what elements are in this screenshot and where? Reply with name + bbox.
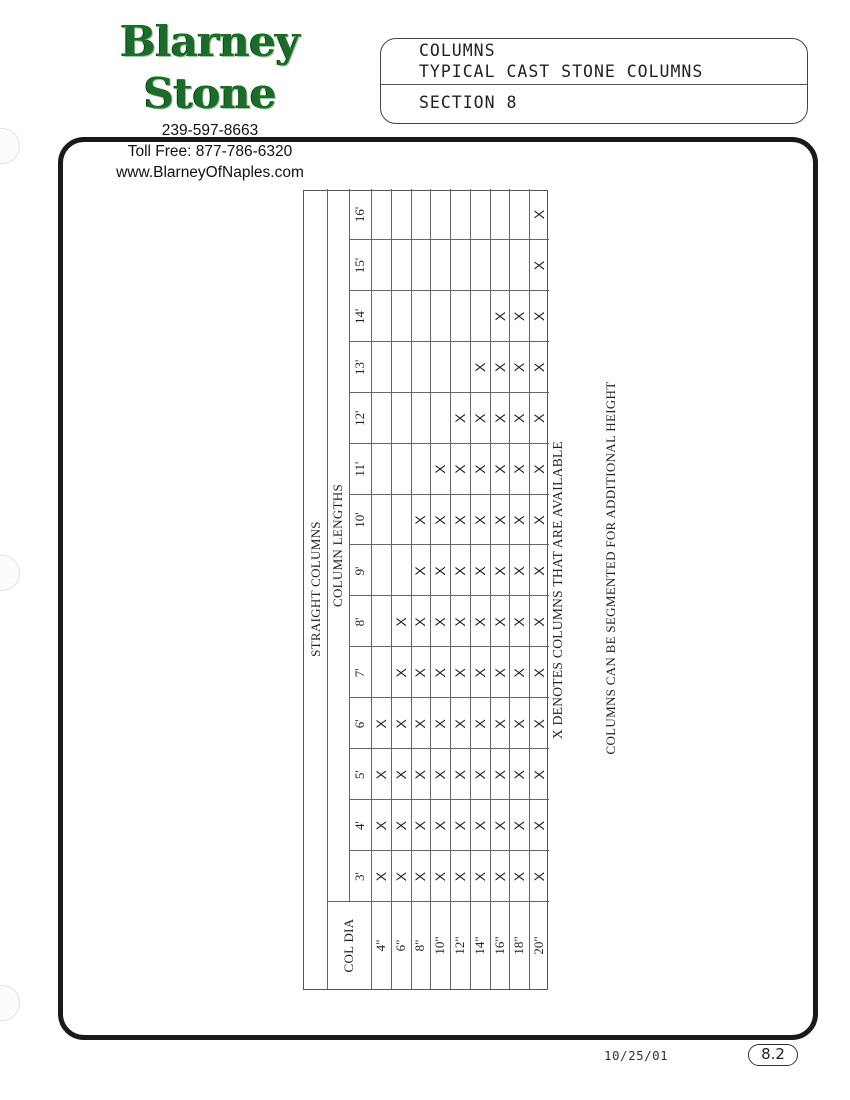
availability-mark: X [412, 820, 429, 831]
availability-mark: X [471, 362, 488, 372]
title-line-2: TYPICAL CAST STONE COLUMNS [419, 62, 704, 81]
availability-mark: X [491, 515, 508, 525]
availability-mark: X [372, 820, 389, 831]
availability-mark: X [491, 566, 508, 576]
length-header-cell: 15' [352, 257, 367, 274]
availability-mark: X [471, 413, 488, 423]
availability-mark: X [531, 668, 548, 678]
title-box [380, 38, 808, 124]
availability-mark: X [372, 871, 389, 882]
availability-mark: X [471, 566, 488, 576]
availability-mark: X [531, 719, 548, 729]
availability-mark: X [511, 362, 528, 372]
availability-mark: X [392, 719, 409, 729]
length-header-cell: 10' [352, 512, 367, 528]
availability-mark: X [511, 464, 528, 474]
availability-mark: X [451, 668, 468, 678]
diameter-cell: 6" [392, 939, 408, 952]
availability-mark: X [432, 770, 449, 780]
length-header-cell: 3' [352, 872, 367, 881]
length-header-cell: 9' [352, 566, 367, 576]
availability-mark: X [451, 413, 468, 423]
availability-mark: X [531, 617, 548, 627]
availability-mark: X [491, 413, 508, 423]
availability-mark: X [511, 413, 528, 423]
availability-mark: X [531, 566, 548, 576]
availability-mark: X [372, 719, 389, 729]
availability-mark: X [491, 719, 508, 729]
availability-mark: X [412, 668, 429, 678]
availability-mark: X [491, 770, 508, 780]
length-header-cell: 6' [352, 719, 367, 729]
availability-mark: X [451, 719, 468, 729]
availability-mark: X [392, 871, 409, 882]
availability-mark: X [471, 515, 488, 525]
availability-mark: X [491, 311, 508, 322]
availability-mark: X [531, 871, 548, 882]
availability-mark: X [372, 770, 389, 780]
availability-mark: X [392, 617, 409, 627]
binder-hole-icon [0, 985, 20, 1021]
availability-mark: X [451, 515, 468, 525]
availability-mark: X [471, 464, 488, 474]
title-line-1: COLUMNS [419, 41, 496, 60]
column-lengths-header: COLUMN LENGTHS [330, 484, 345, 608]
availability-mark: X [451, 820, 468, 831]
availability-mark: X [511, 311, 528, 322]
availability-mark: X [432, 515, 449, 525]
availability-mark: X [511, 515, 528, 525]
availability-mark: X [451, 871, 468, 882]
availability-mark: X [451, 464, 468, 474]
availability-mark: X [491, 871, 508, 882]
title-divider [381, 84, 807, 85]
availability-mark: X [471, 617, 488, 627]
availability-mark: X [491, 668, 508, 678]
revision-date: 10/25/01 [604, 1048, 669, 1063]
diameter-cell: 14" [471, 936, 487, 955]
availability-mark: X [412, 719, 429, 729]
length-header-cell: 16' [352, 206, 367, 223]
column-chart-rotated [303, 190, 573, 990]
column-diameter-header: COL DIA [341, 918, 356, 973]
availability-mark: X [451, 770, 468, 780]
availability-mark: X [511, 566, 528, 576]
availability-mark: X [531, 464, 548, 474]
toll-free-number: Toll Free: 877-786-6320 [127, 143, 293, 160]
availability-mark: X [531, 820, 548, 831]
grid-line [349, 239, 549, 240]
availability-mark: X [392, 770, 409, 780]
availability-mark: X [412, 515, 429, 525]
availability-mark: X [471, 668, 488, 678]
length-header-cell: 14' [352, 308, 367, 325]
diameter-cell: 4" [372, 939, 388, 952]
availability-mark: X [531, 362, 548, 372]
binder-hole-icon [0, 128, 20, 164]
availability-mark: X [432, 617, 449, 627]
segmented-note: COLUMNS CAN BE SEGMENTED FOR ADDITIONAL HEIGHT [603, 381, 618, 755]
availability-mark: X [511, 820, 528, 831]
availability-mark: X [531, 770, 548, 780]
availability-mark: X [451, 617, 468, 627]
length-header-cell: 12' [352, 410, 367, 426]
availability-mark: X [511, 770, 528, 780]
segmented-note-rotated [603, 168, 633, 968]
section-label: SECTION 8 [419, 93, 518, 112]
availability-mark: X [412, 770, 429, 780]
availability-mark: X [491, 617, 508, 627]
availability-mark: X [511, 719, 528, 729]
length-header-cell: 5' [352, 770, 367, 780]
length-header-cell: 7' [352, 668, 367, 678]
availability-mark: X [511, 668, 528, 678]
availability-mark: X [471, 770, 488, 780]
availability-mark: X [511, 871, 528, 882]
website-link[interactable]: www.BlarneyOfNaples.com [116, 164, 304, 181]
length-header-cell: 4' [352, 821, 367, 831]
length-header-cell: 13' [352, 359, 367, 375]
diameter-cell: 16" [491, 936, 507, 955]
availability-mark: X [412, 617, 429, 627]
availability-mark: X [471, 820, 488, 831]
column-availability-table [303, 190, 548, 990]
availability-mark: X [471, 871, 488, 882]
availability-mark: X [531, 413, 548, 423]
availability-mark: X [491, 464, 508, 474]
availability-mark: X [471, 719, 488, 729]
availability-mark: X [451, 566, 468, 576]
page-number-badge: 8.2 [748, 1044, 798, 1066]
availability-mark: X [432, 566, 449, 576]
availability-mark: X [412, 871, 429, 882]
availability-mark: X [491, 820, 508, 831]
availability-mark: X [392, 668, 409, 678]
availability-mark: X [511, 617, 528, 627]
availability-mark: X [432, 820, 449, 831]
length-header-cell: 11' [352, 461, 367, 477]
length-header-cell: 8' [352, 617, 367, 627]
availability-mark: X [412, 566, 429, 576]
availability-mark: X [432, 719, 449, 729]
availability-mark: X [491, 362, 508, 372]
availability-mark: X [432, 871, 449, 882]
availability-mark: X [531, 209, 548, 220]
availability-note: X DENOTES COLUMNS THAT ARE AVAILABLE [550, 440, 565, 740]
table-title: STRAIGHT COLUMNS [307, 521, 323, 657]
binder-hole-icon [0, 555, 20, 591]
availability-mark: X [392, 820, 409, 831]
phone-number: 239-597-8663 [161, 122, 259, 139]
diameter-cell: 8" [412, 939, 428, 952]
availability-mark: X [432, 464, 449, 474]
availability-mark: X [531, 515, 548, 525]
diameter-cell: 18" [511, 936, 527, 955]
diameter-cell: 12" [451, 936, 467, 955]
brand-name: Blarney Stone [120, 17, 300, 118]
diameter-cell: 20" [531, 936, 547, 955]
diameter-cell: 10" [432, 936, 448, 955]
availability-mark: X [531, 260, 548, 271]
availability-mark: X [531, 311, 548, 322]
availability-mark: X [432, 668, 449, 678]
